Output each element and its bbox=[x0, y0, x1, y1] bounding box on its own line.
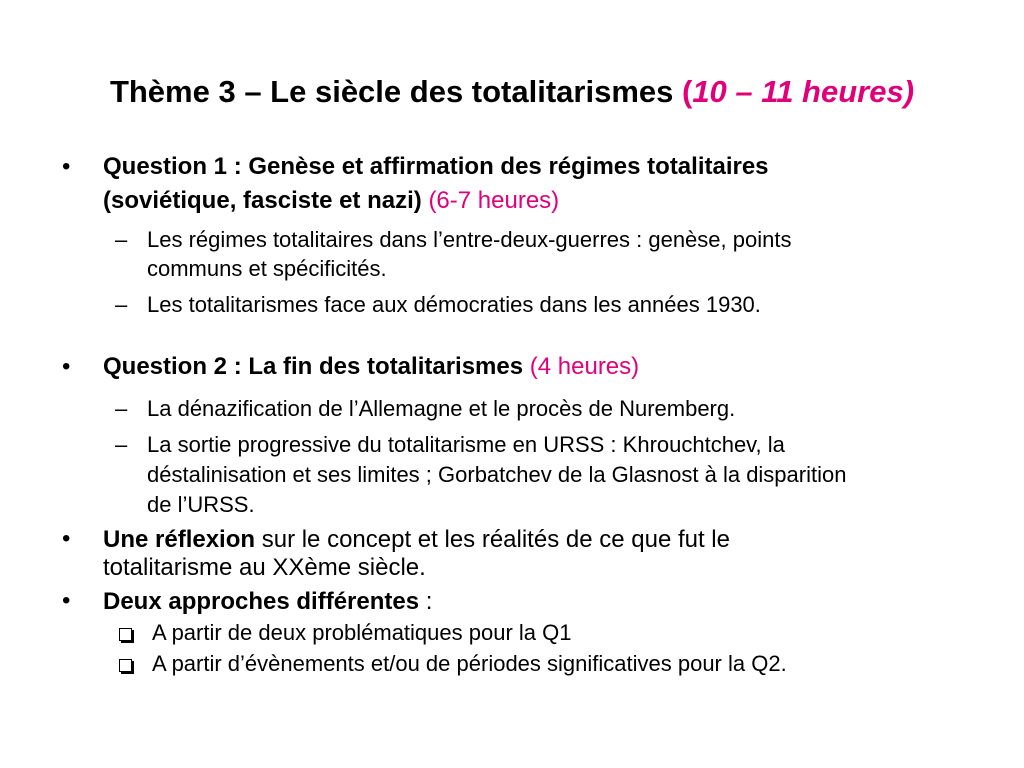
title-paren: ( bbox=[681, 74, 693, 109]
approches-heading bbox=[103, 588, 432, 615]
bullet-q2: • bbox=[62, 353, 71, 380]
q1-hours: (6-7 heures) bbox=[428, 187, 560, 214]
q2-sub1-line1: La dénazification de l’Allemagne et le procès de Nuremberg. bbox=[147, 396, 736, 421]
reflexion-rest: sur le concept et les réalités de ce que fut le bbox=[255, 526, 730, 553]
reflexion-line2: totalitarisme au XXème siècle. bbox=[103, 554, 426, 581]
q2-sub2-line2: déstalinisation et ses limites ; Gorbatchev de la Glasnost à la disparition bbox=[147, 462, 847, 487]
q1-sub1-line2: communs et spécificités. bbox=[147, 256, 387, 281]
q2-heading-text: Question 2 : La fin des totalitarismes bbox=[103, 353, 530, 380]
title-hours: 10 – 11 heures) bbox=[692, 74, 915, 109]
q2-sub2-line1: La sortie progressive du totalitarisme en URSS : Khrouchtchev, la bbox=[147, 432, 785, 457]
bullet-reflexion: • bbox=[62, 525, 71, 552]
bullet-q1: • bbox=[62, 153, 71, 180]
approche-item-1: A partir de deux problématiques pour la Q1 bbox=[152, 620, 572, 645]
bullet-approches: • bbox=[62, 587, 71, 614]
q1-sub1-line1: Les régimes totalitaires dans l’entre-deux-guerres : genèse, points bbox=[147, 227, 792, 252]
title-main: Thème 3 – Le siècle des totalitarismes bbox=[109, 74, 682, 109]
approches-bold: Deux approches différentes bbox=[103, 588, 420, 615]
q1-sub2-dash: – bbox=[115, 292, 128, 317]
q2-sub2-line3: de l’URSS. bbox=[147, 492, 255, 517]
q1-sub2-line1: Les totalitarismes face aux démocraties dans les années 1930. bbox=[147, 292, 761, 317]
q1-heading-line2 bbox=[103, 185, 559, 217]
checkbox-square-icon bbox=[119, 628, 132, 641]
q1-heading-text: (soviétique, fasciste et nazi) bbox=[103, 187, 429, 214]
q1-heading-line1: Question 1 : Genèse et affirmation des régimes totalitaires bbox=[103, 153, 769, 180]
approches-rest: : bbox=[419, 588, 433, 615]
q2-heading bbox=[103, 351, 639, 383]
q2-hours: (4 heures) bbox=[529, 353, 640, 380]
checkbox-square-icon bbox=[119, 659, 132, 672]
slide-title bbox=[0, 74, 1024, 110]
q2-sub2-dash: – bbox=[115, 432, 128, 457]
reflexion-bold: Une réflexion bbox=[103, 526, 256, 553]
reflexion-line1 bbox=[103, 526, 730, 553]
approche-item-2: A partir d’évènements et/ou de périodes significatives pour la Q2. bbox=[152, 651, 787, 676]
q2-sub1-dash: – bbox=[115, 396, 128, 421]
q1-sub1-dash: – bbox=[115, 227, 128, 252]
